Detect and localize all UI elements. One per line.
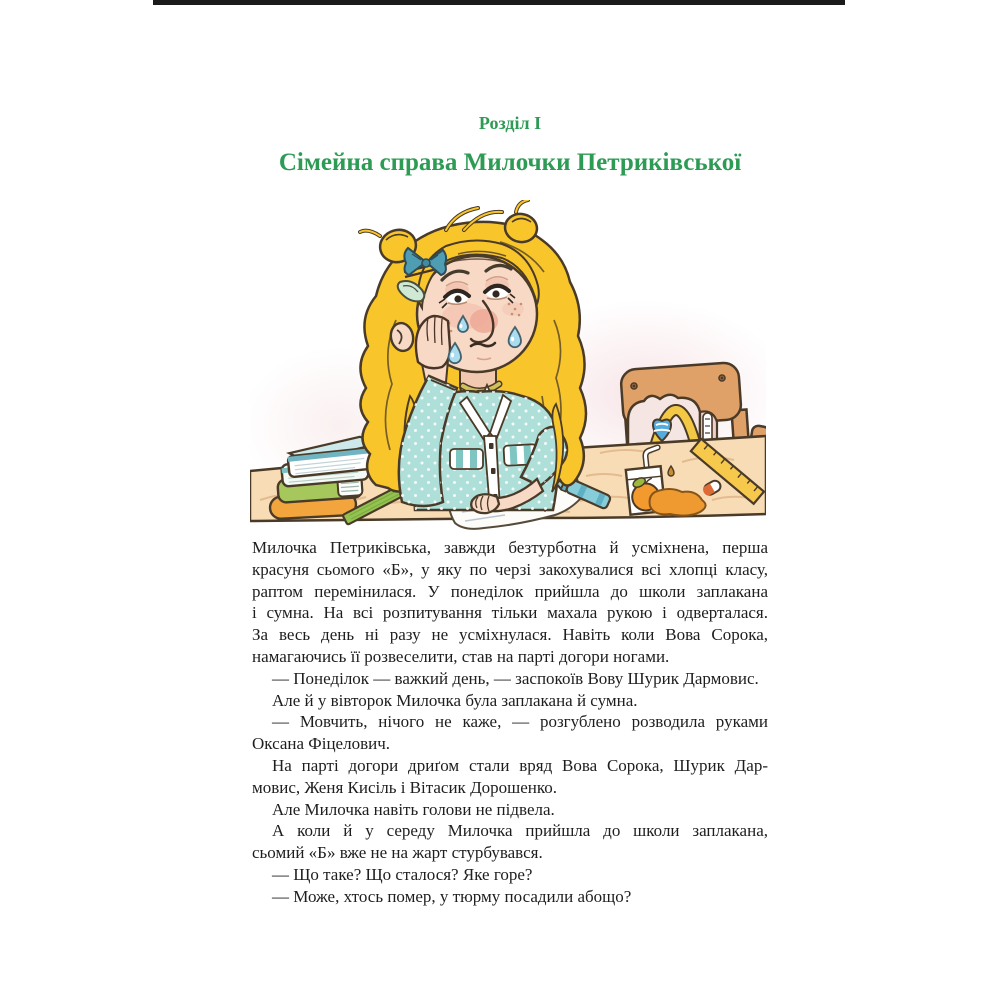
text-line: раптом перемінилася. У понеділок прийшла до школи заплакана bbox=[252, 581, 768, 601]
text-line: — Мовчить, нічого не каже, — розгублено розводила руками bbox=[272, 712, 768, 732]
text-line: — Понеділок — важкий день, — заспокоїв Вову Шурик Дармовис. bbox=[272, 668, 759, 688]
girl bbox=[360, 200, 586, 513]
chapter-kicker: Розділ І bbox=[478, 113, 542, 133]
text-line: — Може, хтось помер, у тюрму посадили абощо? bbox=[272, 886, 632, 906]
illustration-svg bbox=[250, 200, 766, 540]
text-line: намагаючись її розвеселити, став на парті догори ногами. bbox=[252, 646, 670, 666]
text-line: А коли й у середу Милочка прийшла до школи заплакана, bbox=[272, 821, 768, 841]
text-line: мовис, Женя Кисіль і Вітасик Дорошенко. bbox=[252, 777, 558, 797]
page-top-border bbox=[153, 0, 845, 5]
text-line: — Що таке? Що сталося? Яке горе? bbox=[272, 864, 533, 884]
page-title: Сімейна справа Милочки Петриківської bbox=[278, 149, 742, 176]
right-hand bbox=[471, 494, 499, 513]
text-line: Оксана Фіцелович. bbox=[252, 734, 391, 754]
text-line: На парті догори дриґом стали вряд Вова Сорока, Шурик Дар- bbox=[272, 755, 768, 775]
text-line: красуня сьомого «Б», у яку по черзі закохувалися всі хлопці класу, bbox=[252, 559, 768, 579]
body-text bbox=[252, 537, 768, 908]
text-line: Але Милочка навіть голови не підвела. bbox=[272, 799, 555, 819]
illustration bbox=[250, 200, 766, 540]
text-line: і сумна. На всі розпитування тільки махала рукою і одверталася. bbox=[252, 603, 768, 623]
text-line: Але й у вівторок Милочка була заплакана й сумна. bbox=[272, 690, 638, 710]
text-line: За весь день ні разу не усміхнулася. Навіть коли Вова Сорока, bbox=[252, 625, 768, 645]
text-line: Милочка Петриківська, завжди безтурботна й усміхнена, перша bbox=[252, 538, 768, 557]
text-line: сьомий «Б» вже не на жарт стурбувався. bbox=[252, 843, 543, 863]
pocket-left bbox=[450, 449, 483, 469]
